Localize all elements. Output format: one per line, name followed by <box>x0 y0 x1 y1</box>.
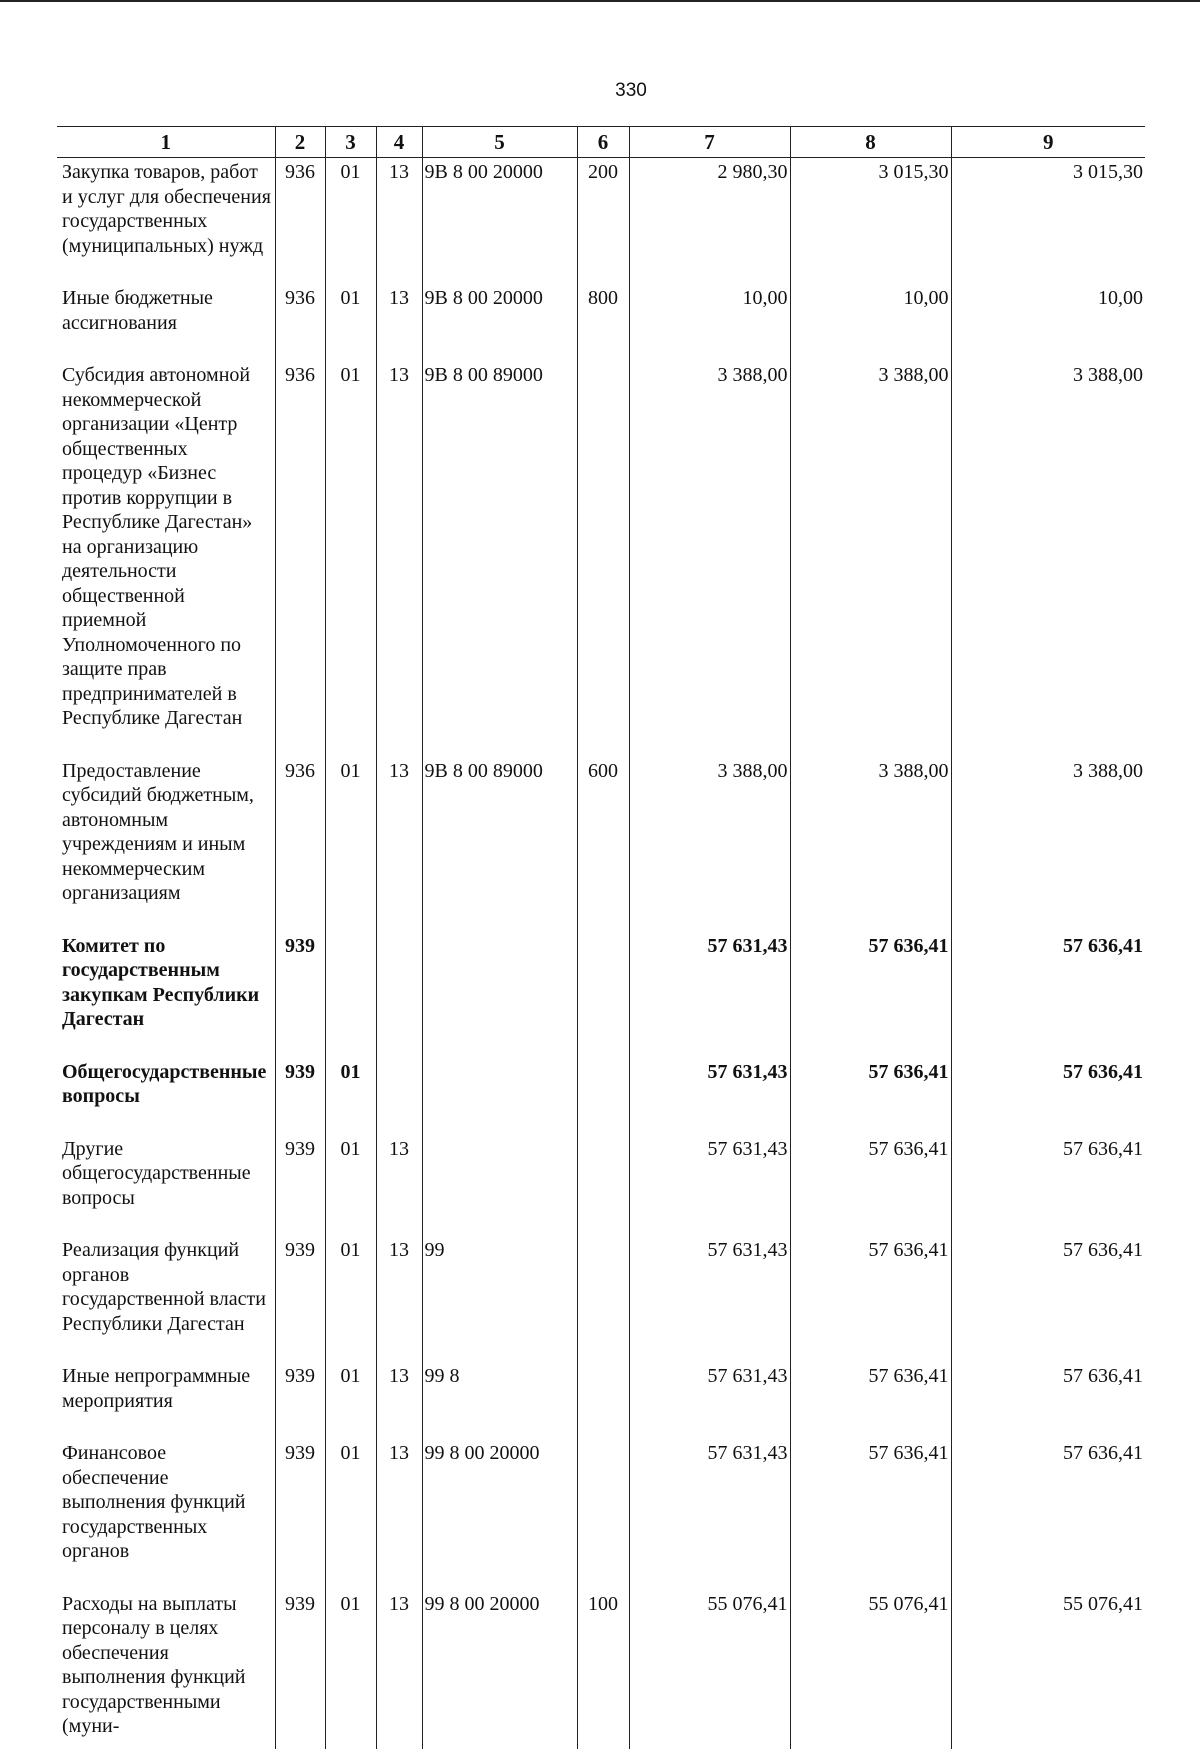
cell-amount-col9: 3 388,00 <box>951 361 1145 757</box>
cell-target-code: 99 8 00 20000 <box>422 1590 577 1749</box>
budget-table <box>57 126 1145 1749</box>
cell-expense-type <box>577 1135 629 1237</box>
column-header: 5 <box>422 127 577 158</box>
cell-expense-type: 100 <box>577 1590 629 1749</box>
cell-expense-type <box>577 1362 629 1439</box>
table-row <box>57 1439 1145 1590</box>
cell-target-code: 9В 8 00 89000 <box>422 361 577 757</box>
cell-amount-col8: 57 636,41 <box>790 1236 951 1362</box>
cell-section-code <box>325 932 376 1058</box>
cell-expense-type <box>577 361 629 757</box>
column-header: 4 <box>376 127 422 158</box>
cell-expense-type <box>577 1236 629 1362</box>
cell-ministry-code: 936 <box>275 757 325 932</box>
cell-subsection-code: 13 <box>376 361 422 757</box>
cell-target-code: 99 <box>422 1236 577 1362</box>
cell-subsection-code: 13 <box>376 1590 422 1749</box>
table-row <box>57 757 1145 932</box>
cell-expense-type: 200 <box>577 158 629 285</box>
cell-ministry-code: 939 <box>275 1058 325 1135</box>
table-row <box>57 361 1145 757</box>
cell-amount-col9: 57 636,41 <box>951 1439 1145 1590</box>
cell-amount-col9: 57 636,41 <box>951 1135 1145 1237</box>
cell-amount-col9: 10,00 <box>951 284 1145 361</box>
cell-amount-col7: 57 631,43 <box>629 1135 790 1237</box>
cell-section-code: 01 <box>325 1362 376 1439</box>
cell-amount-col7: 3 388,00 <box>629 757 790 932</box>
cell-amount-col9: 57 636,41 <box>951 932 1145 1058</box>
cell-amount-col8: 57 636,41 <box>790 1058 951 1135</box>
cell-amount-col7: 57 631,43 <box>629 1362 790 1439</box>
cell-amount-col7: 10,00 <box>629 284 790 361</box>
cell-amount-col9: 3 015,30 <box>951 158 1145 285</box>
table-body <box>57 158 1145 1749</box>
cell-subsection-code: 13 <box>376 158 422 285</box>
cell-ministry-code: 936 <box>275 284 325 361</box>
table-row <box>57 1590 1145 1749</box>
cell-name: Предоставление субсидий бюджетным, автономным учреждениям и иным некоммерческим организациям <box>57 757 275 932</box>
cell-section-code: 01 <box>325 361 376 757</box>
cell-amount-col8: 57 636,41 <box>790 932 951 1058</box>
cell-target-code: 9В 8 00 20000 <box>422 284 577 361</box>
table-row <box>57 932 1145 1058</box>
table-row <box>57 1236 1145 1362</box>
table-row <box>57 284 1145 361</box>
cell-amount-col8: 55 076,41 <box>790 1590 951 1749</box>
cell-amount-col9: 57 636,41 <box>951 1362 1145 1439</box>
cell-amount-col8: 3 015,30 <box>790 158 951 285</box>
cell-target-code: 99 8 00 20000 <box>422 1439 577 1590</box>
cell-amount-col9: 57 636,41 <box>951 1236 1145 1362</box>
page-number: 330 <box>615 80 647 101</box>
cell-amount-col8: 3 388,00 <box>790 757 951 932</box>
column-header: 6 <box>577 127 629 158</box>
cell-expense-type: 600 <box>577 757 629 932</box>
table-row <box>57 1058 1145 1135</box>
cell-subsection-code <box>376 932 422 1058</box>
cell-ministry-code: 939 <box>275 1135 325 1237</box>
cell-name: Другие общегосударственные вопросы <box>57 1135 275 1237</box>
cell-amount-col9: 3 388,00 <box>951 757 1145 932</box>
cell-amount-col8: 3 388,00 <box>790 361 951 757</box>
cell-section-code: 01 <box>325 1135 376 1237</box>
cell-ministry-code: 939 <box>275 1236 325 1362</box>
cell-name: Комитет по государственным закупкам Республики Дагестан <box>57 932 275 1058</box>
cell-section-code: 01 <box>325 158 376 285</box>
cell-amount-col8: 57 636,41 <box>790 1135 951 1237</box>
column-header: 2 <box>275 127 325 158</box>
cell-amount-col7: 3 388,00 <box>629 361 790 757</box>
column-header: 8 <box>790 127 951 158</box>
table-header-row <box>57 127 1145 158</box>
cell-subsection-code: 13 <box>376 1362 422 1439</box>
cell-subsection-code: 13 <box>376 757 422 932</box>
cell-name: Закупка товаров, работ и услуг для обеспечения государственных (муниципальных) нужд <box>57 158 275 285</box>
cell-amount-col7: 2 980,30 <box>629 158 790 285</box>
cell-ministry-code: 939 <box>275 1362 325 1439</box>
cell-target-code: 9В 8 00 89000 <box>422 757 577 932</box>
cell-expense-type <box>577 1058 629 1135</box>
cell-amount-col7: 55 076,41 <box>629 1590 790 1749</box>
cell-subsection-code: 13 <box>376 1236 422 1362</box>
page-top-border <box>0 0 1200 2</box>
cell-section-code: 01 <box>325 1439 376 1590</box>
cell-section-code: 01 <box>325 284 376 361</box>
cell-amount-col8: 57 636,41 <box>790 1439 951 1590</box>
cell-amount-col8: 57 636,41 <box>790 1362 951 1439</box>
column-header: 9 <box>951 127 1145 158</box>
cell-ministry-code: 939 <box>275 1590 325 1749</box>
table-row <box>57 1135 1145 1237</box>
cell-target-code <box>422 1058 577 1135</box>
cell-target-code <box>422 1135 577 1237</box>
column-header: 3 <box>325 127 376 158</box>
cell-expense-type: 800 <box>577 284 629 361</box>
cell-section-code: 01 <box>325 1058 376 1135</box>
column-header: 7 <box>629 127 790 158</box>
cell-amount-col7: 57 631,43 <box>629 1058 790 1135</box>
cell-name: Иные бюджетные ассигнования <box>57 284 275 361</box>
cell-name: Реализация функций органов государственной власти Республики Дагестан <box>57 1236 275 1362</box>
cell-amount-col9: 57 636,41 <box>951 1058 1145 1135</box>
cell-section-code: 01 <box>325 757 376 932</box>
cell-target-code <box>422 932 577 1058</box>
cell-section-code: 01 <box>325 1590 376 1749</box>
cell-amount-col7: 57 631,43 <box>629 932 790 1058</box>
cell-expense-type <box>577 1439 629 1590</box>
cell-amount-col7: 57 631,43 <box>629 1236 790 1362</box>
column-header: 1 <box>57 127 275 158</box>
cell-amount-col7: 57 631,43 <box>629 1439 790 1590</box>
cell-name: Общегосударственные вопросы <box>57 1058 275 1135</box>
cell-name: Субсидия автономной некоммерческой организации «Центр общественных процедур «Бизнес против коррупции в Республике Дагестан» на организацию деятельности общественной приемной Уполномоченного по защите прав предпринимателей в Республике Дагестан <box>57 361 275 757</box>
cell-subsection-code <box>376 1058 422 1135</box>
cell-amount-col8: 10,00 <box>790 284 951 361</box>
cell-ministry-code: 936 <box>275 361 325 757</box>
cell-target-code: 9В 8 00 20000 <box>422 158 577 285</box>
cell-name: Иные непрограммные мероприятия <box>57 1362 275 1439</box>
cell-ministry-code: 939 <box>275 932 325 1058</box>
cell-amount-col9: 55 076,41 <box>951 1590 1145 1749</box>
cell-subsection-code: 13 <box>376 1135 422 1237</box>
cell-target-code: 99 8 <box>422 1362 577 1439</box>
cell-name: Расходы на выплаты персоналу в целях обеспечения выполнения функций государственными (муни- <box>57 1590 275 1749</box>
cell-ministry-code: 939 <box>275 1439 325 1590</box>
cell-name: Финансовое обеспечение выполнения функций государственных органов <box>57 1439 275 1590</box>
cell-ministry-code: 936 <box>275 158 325 285</box>
cell-section-code: 01 <box>325 1236 376 1362</box>
cell-subsection-code: 13 <box>376 1439 422 1590</box>
table-row <box>57 1362 1145 1439</box>
cell-expense-type <box>577 932 629 1058</box>
cell-subsection-code: 13 <box>376 284 422 361</box>
table-row <box>57 158 1145 285</box>
